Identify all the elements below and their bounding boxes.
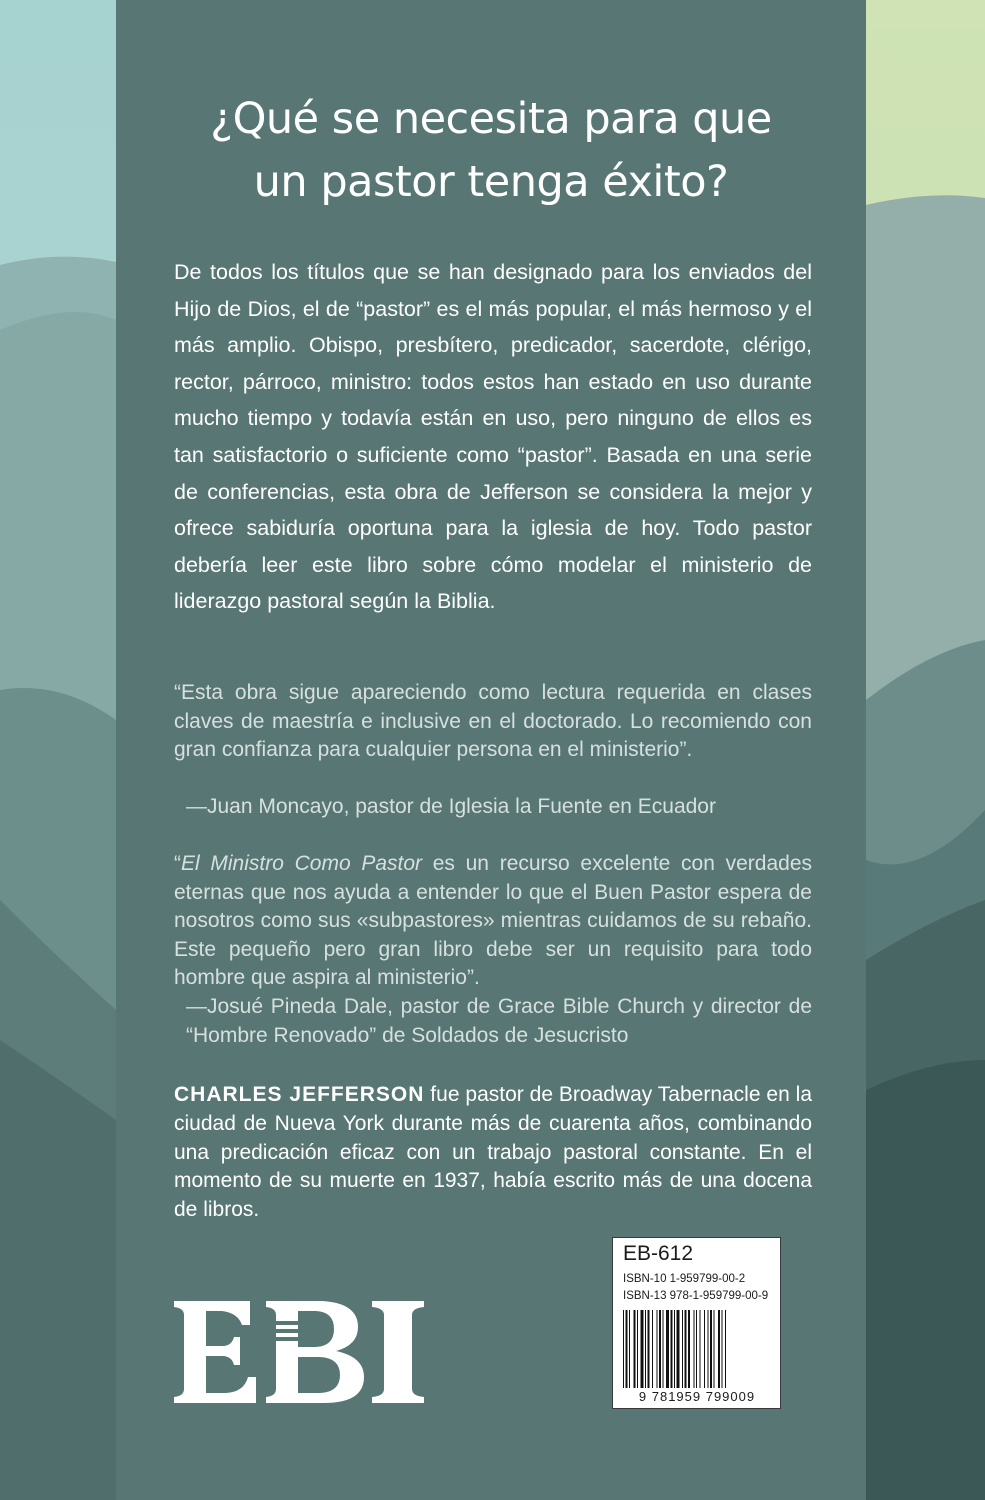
barcode-stripe xyxy=(648,1310,650,1388)
barcode-stripe xyxy=(700,1310,701,1388)
barcode-stripe xyxy=(677,1310,680,1388)
barcode-stripe xyxy=(696,1310,697,1388)
barcode-stripe xyxy=(634,1310,636,1388)
barcode-label xyxy=(612,1237,781,1409)
barcode-stripe xyxy=(710,1310,712,1388)
author-name: CHARLES JEFFERSON xyxy=(174,1083,425,1106)
barcode-stripe xyxy=(714,1310,715,1388)
endorsement-attribution-1: —Juan Moncayo, pastor de Iglesia la Fuente en Ecuador xyxy=(186,795,716,818)
catalog-code: EB-612 xyxy=(623,1242,694,1265)
barcode-bars xyxy=(621,1310,773,1388)
barcode-stripe xyxy=(688,1310,690,1388)
ebi-logo xyxy=(172,1297,432,1407)
barcode-stripe xyxy=(652,1310,653,1388)
barcode-stripe xyxy=(708,1310,709,1388)
author-bio xyxy=(174,1081,812,1225)
quote-body: es un recurso excelente con verdades eternas que nos ayuda a entender lo que el Buen Pastor espera de nosotros como sus «subpastores» mientras cuidamos de su rebaño. Este pequeño pero gran libro debe ser un requisito para todo hombre que aspira al ministerio”. xyxy=(174,852,812,990)
quote-open-mark: “ xyxy=(174,852,181,875)
barcode-stripe xyxy=(666,1310,669,1388)
endorsement-quote-2 xyxy=(174,850,812,993)
isbn-13: ISBN-13 978-1-959799-00-9 xyxy=(623,1290,769,1302)
headline-line-2: un pastor tenga éxito? xyxy=(253,157,729,207)
barcode-stripe xyxy=(623,1310,624,1388)
barcode-stripe xyxy=(637,1310,638,1388)
barcode-stripe xyxy=(682,1310,683,1388)
barcode-stripe xyxy=(663,1310,664,1388)
barcode-stripe xyxy=(704,1310,705,1388)
barcode-stripe xyxy=(641,1310,644,1388)
barcode-stripe xyxy=(674,1310,675,1388)
barcode-stripe xyxy=(725,1310,726,1388)
barcode-stripe xyxy=(718,1310,720,1388)
barcode-stripe xyxy=(645,1310,646,1388)
author-bio-text: fue pastor de Broadway Tabernacle en la ciudad de Nueva York durante más de cuarenta años, combinando una predicación eficaz con un trabajo pastoral constante. En el momento de su muerte en 1937, había escrito más de una docena de libros. xyxy=(174,1083,813,1222)
barcode-stripe xyxy=(685,1310,687,1388)
headline-line-1: ¿Qué se necesita para que xyxy=(210,94,772,144)
book-description: De todos los títulos que se han designado para los enviados del Hijo de Dios, el de “pastor” es el más popular, el más hermoso y el más amplio. Obispo, presbítero, predicador, sacerdote, clérigo, rector, párroco, ministro: todos estos han estado en uso durante mucho tiempo y todavía están en uso, pero ninguno de ellos es tan satisfactorio o suficiente como “pastor”. Basada en una serie de conferencias, esta obra de Jefferson se considera la mejor y ofrece sabiduría oportuna para la iglesia de hoy. Todo pastor debería leer este libro sobre cómo modelar el ministerio de liderazgo pastoral según la Biblia. xyxy=(174,260,812,614)
barcode-stripe xyxy=(657,1310,658,1388)
endorsement-quote-1: “Esta obra sigue apareciendo como lectura requerida en clases claves de maestría e inclusive en el doctorado. Lo recomiendo con gran confianza para cualquier persona en el ministerio”. xyxy=(174,681,812,762)
endorsement-attribution-2: —Josué Pineda Dale, pastor de Grace Bible Church y director de “Hombre Renovado” de Soldados de Jesucristo xyxy=(186,995,812,1047)
barcode-number: 9 781959 799009 xyxy=(638,1389,756,1404)
barcode-stripe xyxy=(694,1310,695,1388)
book-title-italic: El Ministro Como Pastor xyxy=(181,852,423,875)
barcode-stripe xyxy=(626,1310,628,1388)
barcode-stripe xyxy=(671,1310,673,1388)
barcode-stripe xyxy=(722,1310,723,1388)
barcode-stripe xyxy=(629,1310,630,1388)
isbn-10: ISBN-10 1-959799-00-2 xyxy=(623,1273,746,1285)
barcode-stripe xyxy=(659,1310,661,1388)
